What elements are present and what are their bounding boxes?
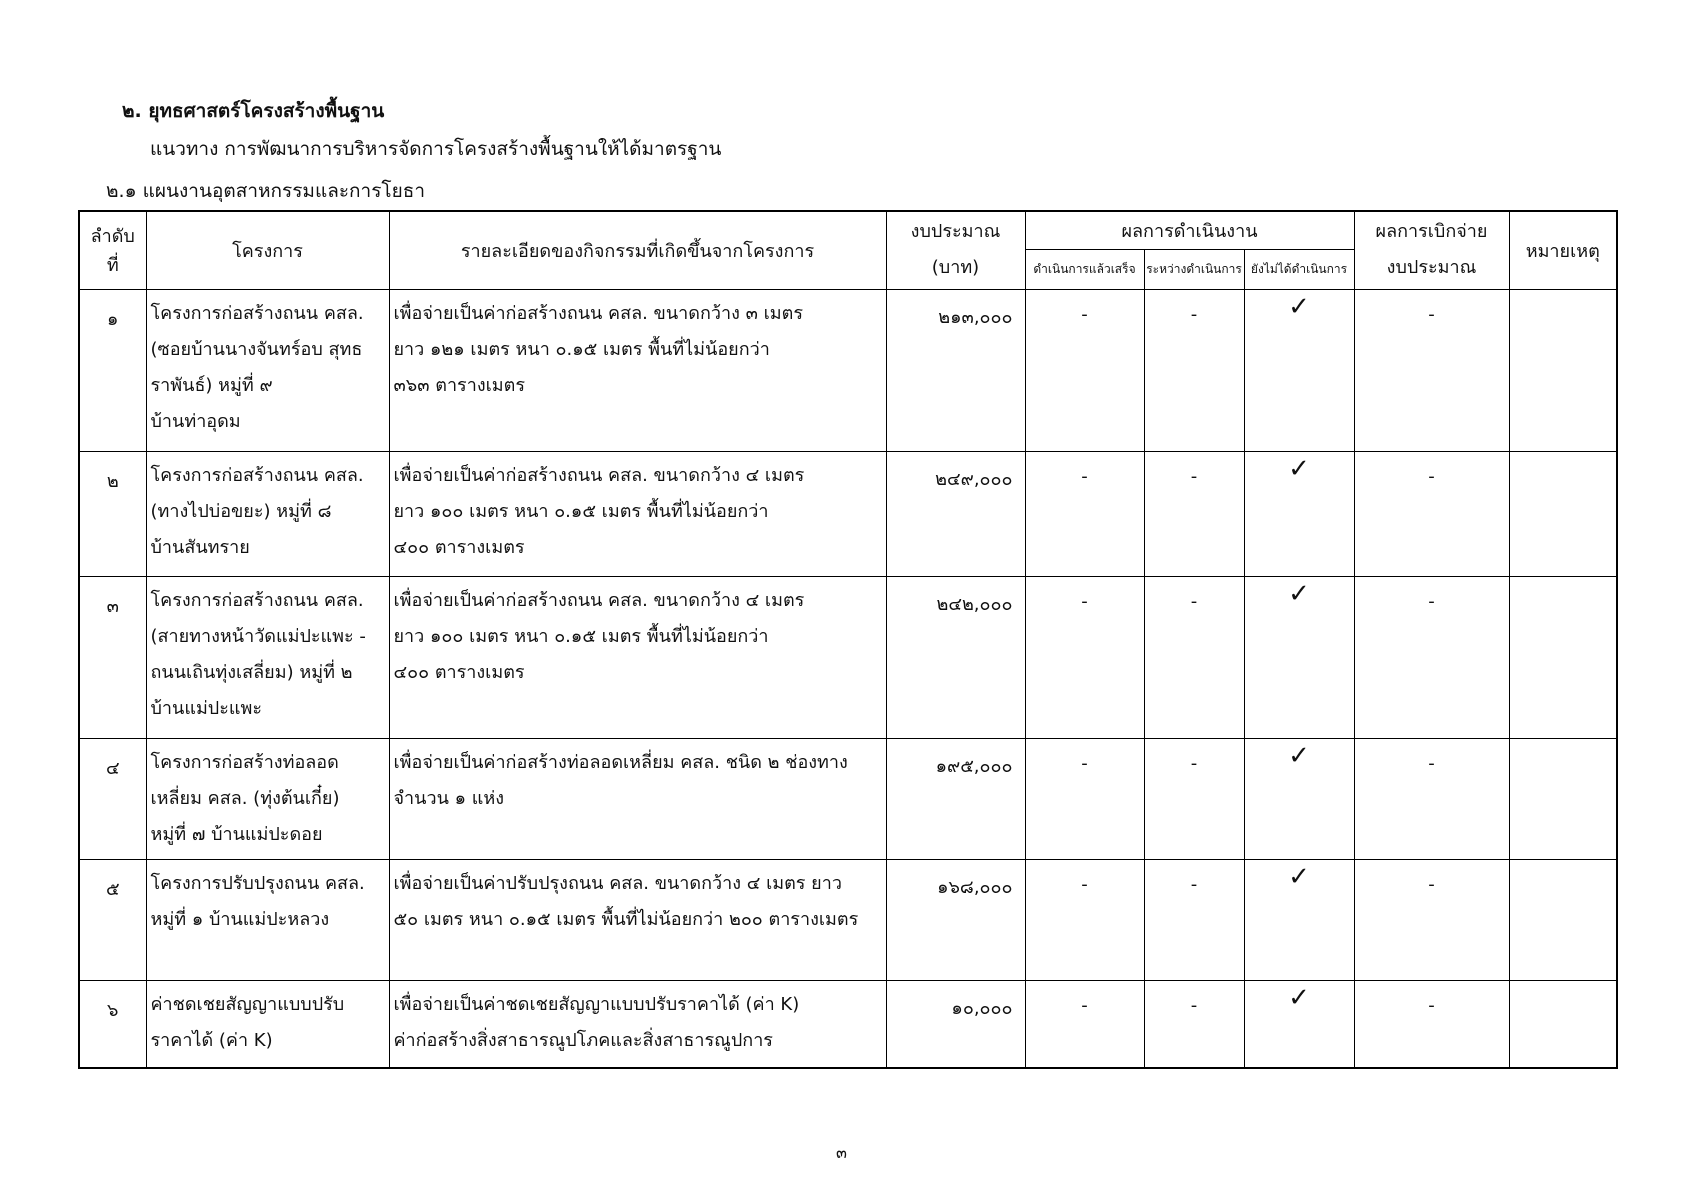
result-ongoing: - xyxy=(1144,576,1244,738)
strategy-heading: ๒. ยุทธศาสตร์โครงสร้างพื้นฐาน xyxy=(122,100,385,122)
project-name-line: ถนนเถินทุ่งเสลี่ยม) หมู่ที่ ๒ xyxy=(150,661,353,683)
table-row xyxy=(79,289,1617,451)
project-name-line: โครงการก่อสร้างถนน คสล. xyxy=(150,464,364,486)
project-name-line: ราพันธ์) หมู่ที่ ๙ xyxy=(150,374,273,396)
page-number: ๓ xyxy=(836,1143,847,1162)
plan-title: ๒.๑ แผนงานอุตสาหกรรมและการโยธา xyxy=(106,180,426,202)
check-icon: ✓ xyxy=(1244,980,1354,1068)
check-icon: ✓ xyxy=(1244,859,1354,980)
activity-detail xyxy=(389,859,886,980)
activity-detail-line: ยาว ๑๒๑ เมตร หนา ๐.๑๕ เมตร พื้นที่ไม่น้อยกว่า xyxy=(393,338,770,360)
header-no: ลำดับ ที่ xyxy=(79,211,146,289)
activity-detail xyxy=(389,289,886,451)
check-icon: ✓ xyxy=(1244,289,1354,451)
table-body xyxy=(79,289,1617,1068)
activity-detail-line: ยาว ๑๐๐ เมตร หนา ๐.๑๕ เมตร พื้นที่ไม่น้อยกว่า xyxy=(393,500,769,522)
header-result: ผลการดำเนินงาน xyxy=(1025,211,1354,249)
project-name-line: หมู่ที่ ๗ บ้านแม่ปะดอย xyxy=(150,823,323,845)
check-icon: ✓ xyxy=(1244,738,1354,859)
activity-detail-line: เพื่อจ่ายเป็นค่าชดเชยสัญญาแบบปรับราคาได้ (ค่า K) xyxy=(393,993,800,1015)
check-icon: ✓ xyxy=(1244,576,1354,738)
budget-amount: ๑๐,๐๐๐ xyxy=(886,980,1025,1068)
project-name-line: โครงการก่อสร้างถนน คสล. xyxy=(150,302,364,324)
remark-cell xyxy=(1509,859,1617,980)
header-budget: งบประมาณ (บาท) xyxy=(886,211,1025,289)
activity-detail-line: เพื่อจ่ายเป็นค่าก่อสร้างถนน คสล. ขนาดกว้าง ๔ เมตร xyxy=(393,464,805,486)
header-result-notyet: ยังไม่ได้ดำเนินการ xyxy=(1244,249,1354,289)
activity-detail-line: ๕๐ เมตร หนา ๐.๑๕ เมตร พื้นที่ไม่น้อยกว่า ๒๐๐ ตารางเมตร xyxy=(393,908,859,930)
row-number: ๔ xyxy=(79,738,146,859)
table-row xyxy=(79,859,1617,980)
disburse-result: - xyxy=(1354,980,1509,1068)
result-done: - xyxy=(1025,738,1144,859)
activity-detail-line: ๓๖๓ ตารางเมตร xyxy=(393,374,525,396)
project-name-line: เหลี่ยม คสล. (ทุ่งต้นเกี๋ย) xyxy=(150,787,340,809)
budget-amount: ๒๑๓,๐๐๐ xyxy=(886,289,1025,451)
activity-detail-line: ๔๐๐ ตารางเมตร xyxy=(393,661,525,683)
activity-detail-line: ยาว ๑๐๐ เมตร หนา ๐.๑๕ เมตร พื้นที่ไม่น้อยกว่า xyxy=(393,625,769,647)
disburse-result: - xyxy=(1354,451,1509,576)
table-row xyxy=(79,451,1617,576)
header-disburse: ผลการเบิกจ่าย งบประมาณ xyxy=(1354,211,1509,289)
result-done: - xyxy=(1025,859,1144,980)
header-detail: รายละเอียดของกิจกรรมที่เกิดขึ้นจากโครงการ xyxy=(389,211,886,289)
project-name-line: บ้านแม่ปะแพะ xyxy=(150,697,263,719)
project-name-line: บ้านท่าอุดม xyxy=(150,410,241,432)
remark-cell xyxy=(1509,576,1617,738)
remark-cell xyxy=(1509,289,1617,451)
result-ongoing: - xyxy=(1144,980,1244,1068)
table-row xyxy=(79,576,1617,738)
header-result-ongoing: ระหว่างดำเนินการ xyxy=(1144,249,1244,289)
project-name-line: โครงการก่อสร้างท่อลอด xyxy=(150,751,339,773)
project-name-line: ค่าชดเชยสัญญาแบบปรับ xyxy=(150,993,345,1015)
remark-cell xyxy=(1509,451,1617,576)
activity-detail xyxy=(389,738,886,859)
project-name xyxy=(146,451,389,576)
activity-detail-line: จำนวน ๑ แห่ง xyxy=(393,787,504,809)
project-name-line: หมู่ที่ ๑ บ้านแม่ปะหลวง xyxy=(150,908,330,930)
activity-detail-line: เพื่อจ่ายเป็นค่าก่อสร้างท่อลอดเหลี่ยม คสล. ชนิด ๒ ช่องทาง xyxy=(393,751,848,773)
disburse-result: - xyxy=(1354,859,1509,980)
disburse-result: - xyxy=(1354,738,1509,859)
activity-detail-line: ค่าก่อสร้างสิ่งสาธารณูปโภคและสิ่งสาธารณูปการ xyxy=(393,1029,773,1051)
project-name xyxy=(146,980,389,1068)
activity-detail xyxy=(389,980,886,1068)
project-name xyxy=(146,738,389,859)
project-name-line: ราคาได้ (ค่า K) xyxy=(150,1029,273,1051)
remark-cell xyxy=(1509,738,1617,859)
result-ongoing: - xyxy=(1144,738,1244,859)
budget-amount: ๑๖๘,๐๐๐ xyxy=(886,859,1025,980)
header-remark: หมายเหตุ xyxy=(1509,211,1617,289)
activity-detail-line: ๔๐๐ ตารางเมตร xyxy=(393,536,525,558)
activity-detail-line: เพื่อจ่ายเป็นค่าก่อสร้างถนน คสล. ขนาดกว้าง ๔ เมตร xyxy=(393,589,805,611)
row-number: ๓ xyxy=(79,576,146,738)
result-done: - xyxy=(1025,289,1144,451)
project-name-line: (ทางไปบ่อขยะ) หมู่ที่ ๘ xyxy=(150,500,332,522)
project-name xyxy=(146,859,389,980)
disburse-result: - xyxy=(1354,576,1509,738)
activity-detail-line: เพื่อจ่ายเป็นค่าปรับปรุงถนน คสล. ขนาดกว้าง ๔ เมตร ยาว xyxy=(393,872,842,894)
result-ongoing: - xyxy=(1144,451,1244,576)
project-name-line: บ้านสันทราย xyxy=(150,536,250,558)
table-header xyxy=(79,211,1617,289)
row-number: ๖ xyxy=(79,980,146,1068)
table-row xyxy=(79,980,1617,1068)
result-ongoing: - xyxy=(1144,289,1244,451)
project-name-line: (สายทางหน้าวัดแม่ปะแพะ - xyxy=(150,625,366,647)
result-done: - xyxy=(1025,980,1144,1068)
disburse-result: - xyxy=(1354,289,1509,451)
row-number: ๒ xyxy=(79,451,146,576)
guideline-text: แนวทาง การพัฒนาการบริหารจัดการโครงสร้างพื้นฐานให้ได้มาตรฐาน xyxy=(150,138,722,160)
project-name xyxy=(146,289,389,451)
project-name-line: โครงการก่อสร้างถนน คสล. xyxy=(150,589,364,611)
header-project: โครงการ xyxy=(146,211,389,289)
activity-detail xyxy=(389,576,886,738)
result-done: - xyxy=(1025,576,1144,738)
result-ongoing: - xyxy=(1144,859,1244,980)
result-done: - xyxy=(1025,451,1144,576)
row-number: ๑ xyxy=(79,289,146,451)
budget-amount: ๑๙๕,๐๐๐ xyxy=(886,738,1025,859)
activity-detail xyxy=(389,451,886,576)
project-table xyxy=(78,210,1618,1069)
project-name xyxy=(146,576,389,738)
row-number: ๕ xyxy=(79,859,146,980)
remark-cell xyxy=(1509,980,1617,1068)
budget-amount: ๒๔๙,๐๐๐ xyxy=(886,451,1025,576)
header-result-done: ดำเนินการแล้วเสร็จ xyxy=(1025,249,1144,289)
table-row xyxy=(79,738,1617,859)
project-name-line: โครงการปรับปรุงถนน คสล. xyxy=(150,872,365,894)
check-icon: ✓ xyxy=(1244,451,1354,576)
project-name-line: (ซอยบ้านนางจันทร์อบ สุทธ xyxy=(150,338,363,360)
budget-amount: ๒๔๒,๐๐๐ xyxy=(886,576,1025,738)
activity-detail-line: เพื่อจ่ายเป็นค่าก่อสร้างถนน คสล. ขนาดกว้าง ๓ เมตร xyxy=(393,302,803,324)
